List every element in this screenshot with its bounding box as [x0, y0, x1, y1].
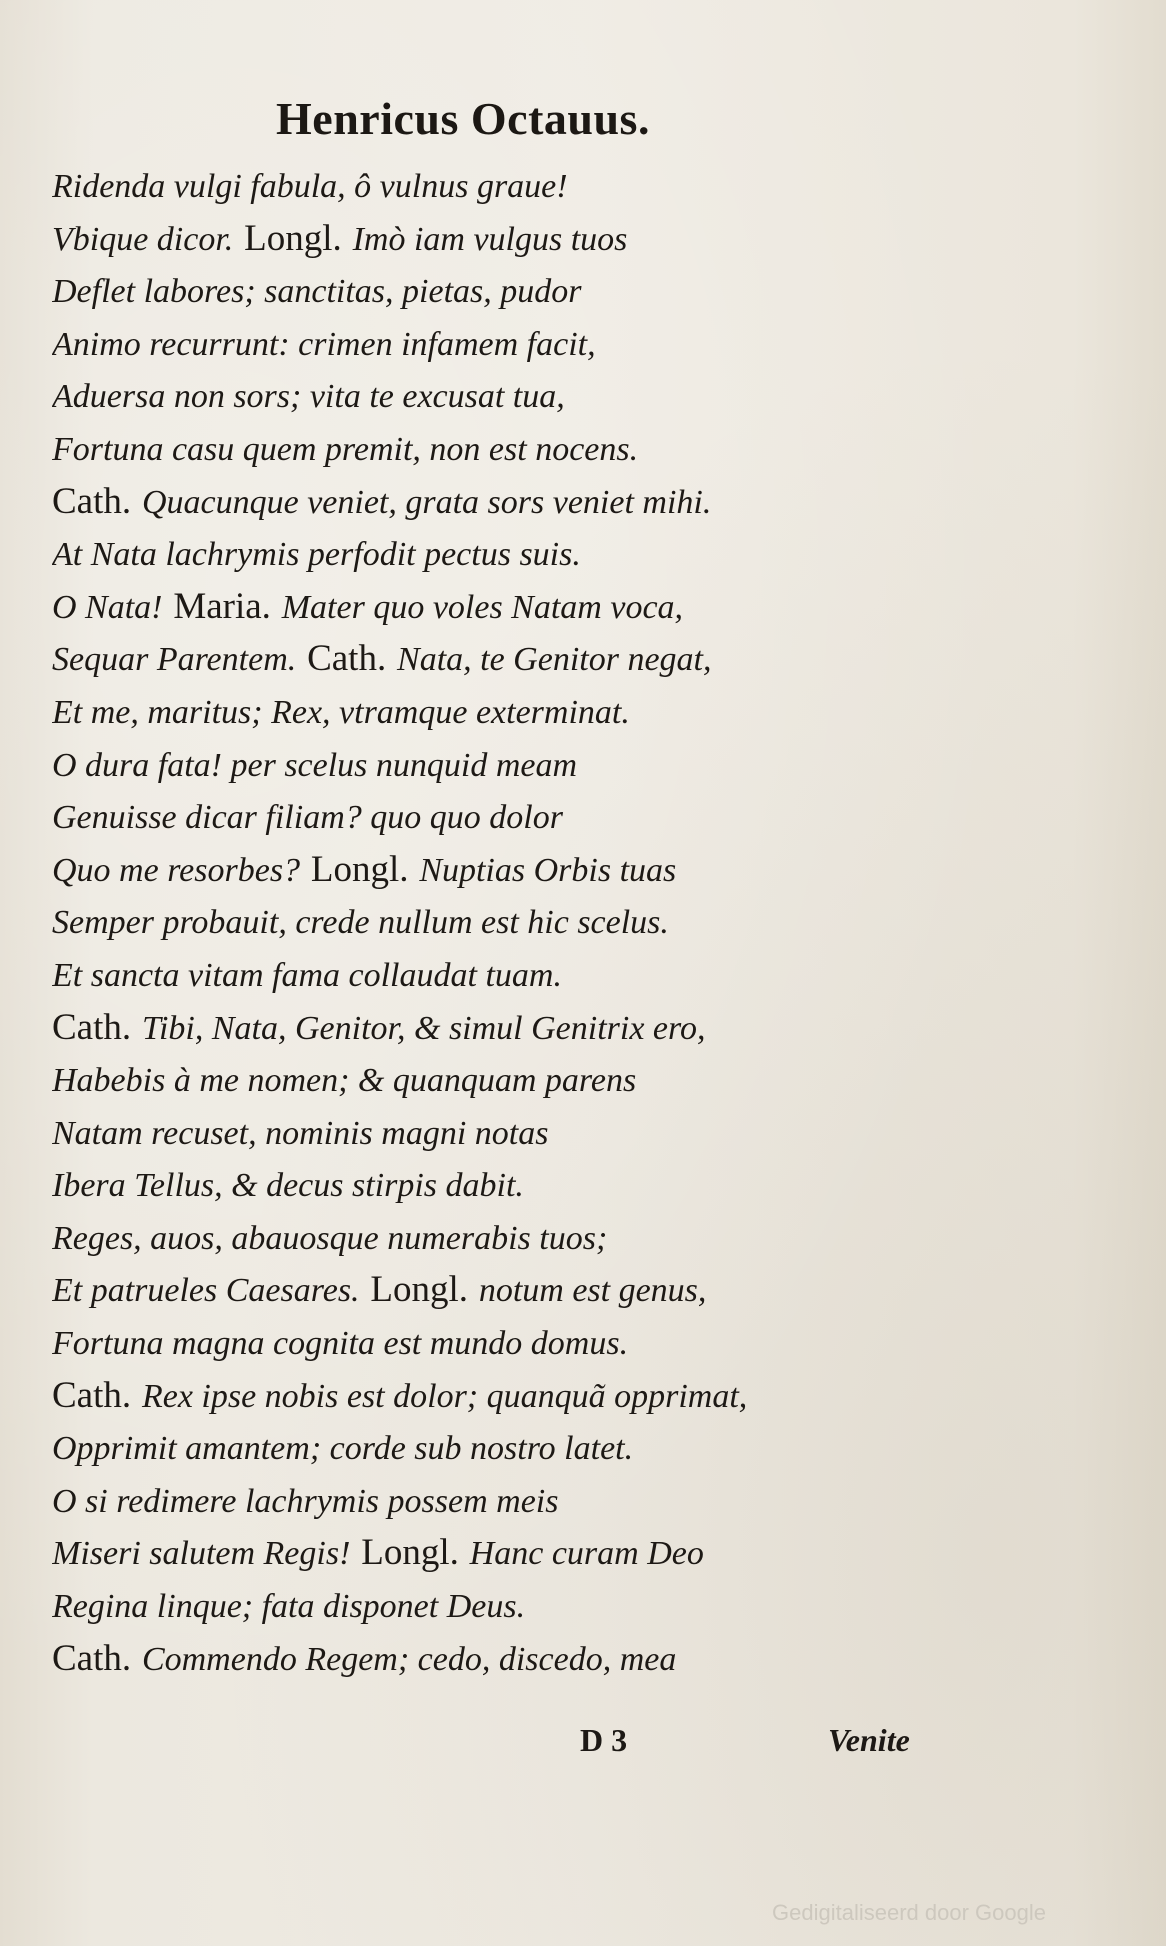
- verse-line: [52, 1054, 972, 1107]
- line-text: Regina linque; fata disponet Deus.: [52, 1588, 526, 1626]
- verse-line: [52, 1527, 972, 1580]
- speaker-label: Cath.: [52, 1006, 132, 1048]
- speaker-label: Maria.: [173, 585, 271, 627]
- line-text: Reges, auos, abauosque numerabis tuos;: [52, 1219, 608, 1257]
- verse-line: [52, 1633, 972, 1686]
- line-text: Fortuna magna cognita est mundo domus.: [52, 1325, 629, 1363]
- line-text: Genuisse dicar filiam? quo quo dolor: [52, 799, 563, 837]
- line-text: O dura fata! per scelus nunquid meam: [52, 746, 578, 784]
- speaker-label: Longl.: [370, 1269, 468, 1311]
- verse-line: [52, 423, 972, 476]
- line-text: Imò iam vulgus tuos: [352, 220, 628, 258]
- line-text: Semper probauit, crede nullum est hic scelus.: [52, 904, 669, 942]
- signature-mark: D 3: [580, 1722, 628, 1758]
- line-text: Deflet labores; sanctitas, pietas, pudor: [52, 273, 582, 311]
- line-text: Sequar Parentem.: [52, 641, 297, 679]
- verse-line: [52, 1107, 972, 1160]
- line-text: Miseri salutem Regis!: [52, 1535, 351, 1573]
- line-text: Nata, te Genitor negat,: [397, 641, 712, 679]
- line-text: notum est genus,: [478, 1272, 707, 1310]
- verse-line: [52, 844, 972, 897]
- line-text: Et sancta vitam fama collaudat tuam.: [52, 956, 562, 994]
- verse-line: [52, 1212, 972, 1265]
- line-text: Vbique dicor.: [52, 220, 234, 258]
- line-text: Quo me resorbes?: [52, 851, 301, 889]
- verse-line: [52, 686, 972, 739]
- line-text: O Nata!: [52, 588, 163, 626]
- line-text: Opprimit amantem; corde sub nostro latet.: [52, 1430, 634, 1468]
- line-text: Fortuna casu quem premit, non est nocens.: [52, 430, 639, 468]
- verse-line: [52, 791, 972, 844]
- line-text: Aduersa non sors; vita te excusat tua,: [52, 378, 565, 416]
- line-text: At Nata lachrymis perfodit pectus suis.: [52, 536, 581, 574]
- line-text: Nuptias Orbis tuas: [419, 851, 677, 889]
- line-text: O si redimere lachrymis possem meis: [52, 1482, 559, 1520]
- verse-text: [52, 160, 972, 1685]
- verse-line: [52, 160, 972, 213]
- line-text: Habebis à me nomen; & quanquam parens: [52, 1062, 637, 1100]
- running-head: Henricus Octauus.: [276, 93, 650, 144]
- verse-line: [52, 739, 972, 792]
- verse-line: [52, 896, 972, 949]
- line-text: Et patrueles Caesares.: [52, 1272, 360, 1310]
- verse-line: [52, 1475, 972, 1528]
- speaker-label: Cath.: [52, 480, 132, 522]
- speaker-label: Longl.: [310, 848, 409, 890]
- catchword: Venite: [828, 1722, 910, 1758]
- speaker-label: Cath.: [52, 1374, 132, 1416]
- verse-line: [52, 476, 972, 529]
- verse-line: [52, 1580, 972, 1633]
- speaker-label: Cath.: [52, 1637, 132, 1679]
- verse-line: [52, 1422, 972, 1475]
- line-text: Tibi, Nata, Genitor, & simul Genitrix ero,: [141, 1009, 706, 1047]
- line-text: Ridenda vulgi fabula, ô vulnus graue!: [52, 168, 568, 205]
- verse-line: [52, 370, 972, 423]
- line-text: Ibera Tellus, & decus stirpis dabit.: [52, 1167, 524, 1205]
- speaker-label: Longl.: [361, 1532, 459, 1574]
- verse-line: [52, 265, 972, 318]
- verse-line: [52, 1317, 972, 1370]
- line-text: Hanc curam Deo: [469, 1535, 704, 1573]
- line-text: Mater quo voles Natam voca,: [281, 588, 684, 626]
- line-text: Rex ipse nobis est dolor; quanquã opprimat,: [141, 1377, 748, 1415]
- speaker-label: Longl.: [244, 217, 342, 259]
- digitization-watermark: Gedigitaliseerd door Google: [772, 1900, 1046, 1925]
- verse-line: [52, 1159, 972, 1212]
- verse-line: [52, 318, 972, 371]
- verse-line: [52, 633, 972, 686]
- verse-line: [52, 581, 972, 634]
- verse-line: [52, 528, 972, 581]
- verse-line: [52, 1264, 972, 1317]
- verse-line: [52, 213, 972, 266]
- verse-line: [52, 1002, 972, 1055]
- speaker-label: Cath.: [307, 638, 387, 680]
- line-text: Natam recuset, nominis magni notas: [52, 1114, 549, 1152]
- verse-line: [52, 949, 972, 1002]
- line-text: Et me, maritus; Rex, vtramque exterminat.: [52, 693, 630, 731]
- line-text: Commendo Regem; cedo, discedo, mea: [141, 1640, 677, 1678]
- line-text: Quacunque veniet, grata sors veniet mihi.: [141, 483, 712, 521]
- line-text: Animo recurrunt: crimen infamem facit,: [52, 325, 596, 363]
- verse-line: [52, 1370, 972, 1423]
